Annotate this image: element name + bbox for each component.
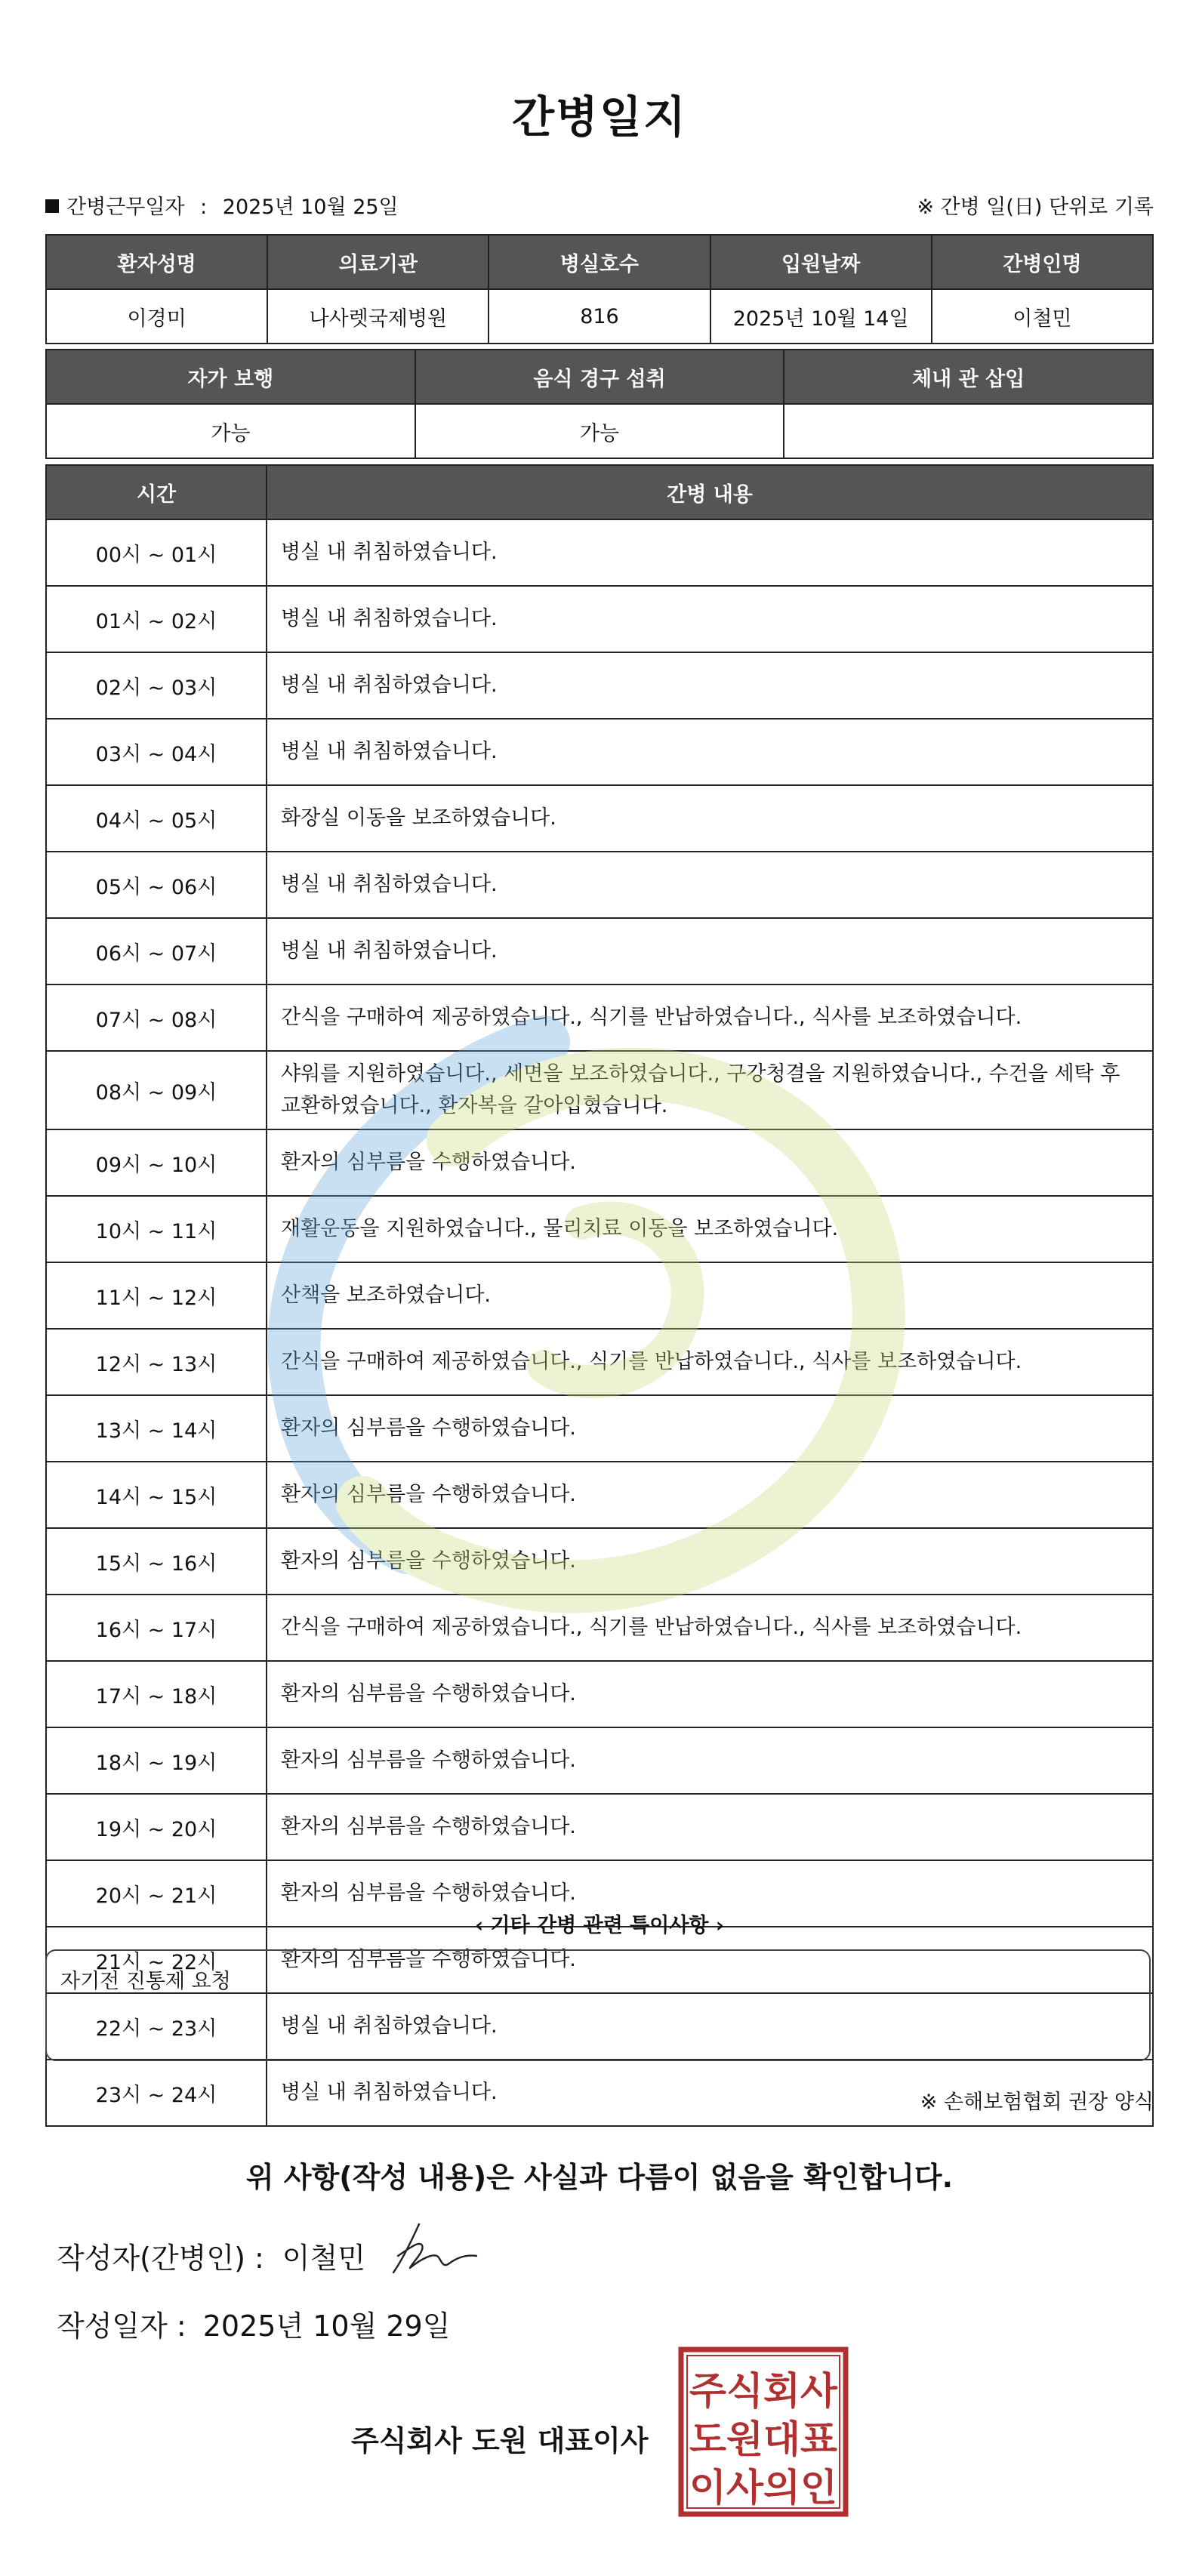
patient-status-value-row: [46, 404, 1153, 458]
log-time-cell: 00시 ~ 01시: [46, 519, 267, 586]
signature-icon: [389, 2218, 479, 2279]
log-content-cell: 환자의 심부름을 수행하였습니다.: [267, 1727, 1153, 1794]
care-log-row: [46, 918, 1153, 984]
log-time-cell: 23시 ~ 24시: [46, 2060, 267, 2126]
log-content-cell: 간식을 구매하여 제공하였습니다., 식기를 반납하였습니다., 식사를 보조하였습니다.: [267, 1329, 1153, 1395]
log-time-cell: 15시 ~ 16시: [46, 1528, 267, 1595]
log-time-cell: 01시 ~ 02시: [46, 586, 267, 652]
log-content-cell: 병실 내 취침하였습니다.: [267, 918, 1153, 984]
work-date-label: 간병근무일자: [66, 196, 185, 219]
log-time-cell: 03시 ~ 04시: [46, 719, 267, 785]
log-time-cell: 04시 ~ 05시: [46, 785, 267, 852]
log-content-cell: 병실 내 취침하였습니다.: [267, 586, 1153, 652]
care-log-row: [46, 1462, 1153, 1528]
patient-info-value-row: [46, 289, 1153, 344]
log-content-cell: 간식을 구매하여 제공하였습니다., 식기를 반납하였습니다., 식사를 보조하였습니다.: [267, 1595, 1153, 1661]
care-log-header-row: [46, 465, 1153, 519]
log-time-cell: 22시 ~ 23시: [46, 1993, 267, 2060]
care-log-row: [46, 1129, 1153, 1196]
patient-status-table: [45, 349, 1154, 459]
log-time-cell: 06시 ~ 07시: [46, 918, 267, 984]
seal-line-2: 도원대표: [689, 2417, 838, 2461]
patient-info-table: [45, 234, 1154, 344]
care-log-row: [46, 1727, 1153, 1794]
content-column-header: 간병 내용: [267, 465, 1153, 519]
log-content-cell: 산책을 보조하였습니다.: [267, 1262, 1153, 1329]
admission-date-header: 입원날짜: [710, 235, 932, 289]
work-date-value: 2025년 10월 25일: [222, 196, 399, 219]
writer-line: [57, 2235, 365, 2276]
log-content-cell: 샤워를 지원하였습니다., 세면을 보조하였습니다., 구강청결을 지원하였습니다., 수건을 세탁 후 교환하였습니다., 환자복을 갈아입혔습니다.: [267, 1051, 1153, 1129]
care-log-row: [46, 1329, 1153, 1395]
log-time-cell: 05시 ~ 06시: [46, 852, 267, 918]
log-time-cell: 16시 ~ 17시: [46, 1595, 267, 1661]
log-content-cell: 환자의 심부름을 수행하였습니다.: [267, 1129, 1153, 1196]
special-notes-title: ‹ 기타 간병 관련 특이사항 ›: [474, 1914, 725, 1937]
hospital-value: 나사렛국제병원: [267, 289, 489, 344]
seal-line-1: 주식회사: [689, 2369, 838, 2413]
care-log-row: [46, 785, 1153, 852]
log-content-cell: 환자의 심부름을 수행하였습니다.: [267, 1395, 1153, 1462]
self-walking-header: 자가 보행: [46, 350, 415, 404]
log-time-cell: 02시 ~ 03시: [46, 652, 267, 719]
care-log-row: [46, 984, 1153, 1051]
care-log-body: [46, 519, 1153, 2126]
care-log-row: [46, 1794, 1153, 1860]
log-content-cell: 재활운동을 지원하였습니다., 물리치료 이동을 보조하였습니다.: [267, 1196, 1153, 1262]
log-time-cell: 11시 ~ 12시: [46, 1262, 267, 1329]
care-log-row: [46, 719, 1153, 785]
care-log-row: [46, 1395, 1153, 1462]
log-time-cell: 20시 ~ 21시: [46, 1860, 267, 1927]
written-date-value: 2025년 10월 29일: [202, 2309, 451, 2343]
care-log-row: [46, 586, 1153, 652]
log-time-cell: 18시 ~ 19시: [46, 1727, 267, 1794]
care-log-row: [46, 519, 1153, 586]
log-content-cell: 환자의 심부름을 수행하였습니다.: [267, 1462, 1153, 1528]
log-time-cell: 07시 ~ 08시: [46, 984, 267, 1051]
log-time-cell: 10시 ~ 11시: [46, 1196, 267, 1262]
written-date-line: [57, 2303, 450, 2344]
company-seal-stamp: [678, 2346, 849, 2517]
log-time-cell: 08시 ~ 09시: [46, 1051, 267, 1129]
caregiver-name-value: 이철민: [932, 289, 1153, 344]
log-content-cell: 병실 내 취침하였습니다.: [267, 852, 1153, 918]
care-log-row: [46, 1661, 1153, 1727]
tube-insertion-value: [784, 404, 1153, 458]
work-date-separator: :: [200, 196, 208, 219]
log-content-cell: 환자의 심부름을 수행하였습니다.: [267, 1528, 1153, 1595]
tube-insertion-header: 체내 관 삽입: [784, 350, 1153, 404]
oral-intake-header: 음식 경구 섭취: [415, 350, 784, 404]
log-content-cell: 병실 내 취침하였습니다.: [267, 1993, 1153, 2060]
written-date-label: 작성일자 :: [57, 2309, 186, 2343]
room-number-value: 816: [489, 289, 710, 344]
caregiver-name-header: 간병인명: [932, 235, 1153, 289]
writer-name: 이철민: [282, 2242, 365, 2275]
room-number-header: 병실호수: [489, 235, 710, 289]
admission-date-value: 2025년 10월 14일: [710, 289, 932, 344]
log-time-cell: 21시 ~ 22시: [46, 1927, 267, 1993]
log-content-cell: 병실 내 취침하였습니다.: [267, 719, 1153, 785]
confirmation-statement: 위 사항(작성 내용)은 사실과 다름이 없음을 확인합니다.: [245, 2161, 954, 2194]
log-content-cell: 환자의 심부름을 수행하였습니다.: [267, 1860, 1153, 1927]
hospital-header: 의료기관: [267, 235, 489, 289]
patient-info-header-row: [46, 235, 1153, 289]
patient-name-value: 이경미: [46, 289, 267, 344]
square-bullet-icon: [45, 199, 59, 213]
patient-status-header-row: [46, 350, 1153, 404]
log-content-cell: 병실 내 취침하였습니다.: [267, 519, 1153, 586]
log-time-cell: 09시 ~ 10시: [46, 1129, 267, 1196]
log-content-cell: 간식을 구매하여 제공하였습니다., 식기를 반납하였습니다., 식사를 보조하였습니다.: [267, 984, 1153, 1051]
patient-name-header: 환자성명: [46, 235, 267, 289]
log-content-cell: 화장실 이동을 보조하였습니다.: [267, 785, 1153, 852]
self-walking-value: 가능: [46, 404, 415, 458]
care-log-row: [46, 652, 1153, 719]
special-notes-box: 자기전 진통제 요청: [45, 1949, 1151, 2061]
log-time-cell: 17시 ~ 18시: [46, 1661, 267, 1727]
writer-label: 작성자(간병인) :: [57, 2242, 264, 2275]
care-log-row: [46, 1595, 1153, 1661]
document-title: 간병일지: [511, 91, 688, 143]
log-time-cell: 13시 ~ 14시: [46, 1395, 267, 1462]
work-date-line: [45, 190, 399, 220]
care-log-row: [46, 852, 1153, 918]
care-log-table: [45, 464, 1154, 2127]
log-content-cell: 병실 내 취침하였습니다.: [267, 2060, 1153, 2126]
log-content-cell: 병실 내 취침하였습니다.: [267, 652, 1153, 719]
seal-line-3: 이사의인: [689, 2466, 837, 2510]
log-time-cell: 14시 ~ 15시: [46, 1462, 267, 1528]
care-log-row: [46, 1051, 1153, 1129]
care-log-row: [46, 1196, 1153, 1262]
oral-intake-value: 가능: [415, 404, 784, 458]
log-content-cell: 환자의 심부름을 수행하였습니다.: [267, 1927, 1153, 1993]
log-content-cell: 환자의 심부름을 수행하였습니다.: [267, 1661, 1153, 1727]
form-source-note: ※ 손해보험협회 권장 양식: [920, 2091, 1154, 2114]
care-log-row: [46, 1528, 1153, 1595]
record-unit-note: ※ 간병 일(日) 단위로 기록: [917, 196, 1154, 219]
log-content-cell: 환자의 심부름을 수행하였습니다.: [267, 1794, 1153, 1860]
log-time-cell: 19시 ~ 20시: [46, 1794, 267, 1860]
log-time-cell: 12시 ~ 13시: [46, 1329, 267, 1395]
company-representative: 주식회사 도원 대표이사: [351, 2424, 649, 2457]
care-log-row: [46, 1262, 1153, 1329]
time-column-header: 시간: [46, 465, 267, 519]
